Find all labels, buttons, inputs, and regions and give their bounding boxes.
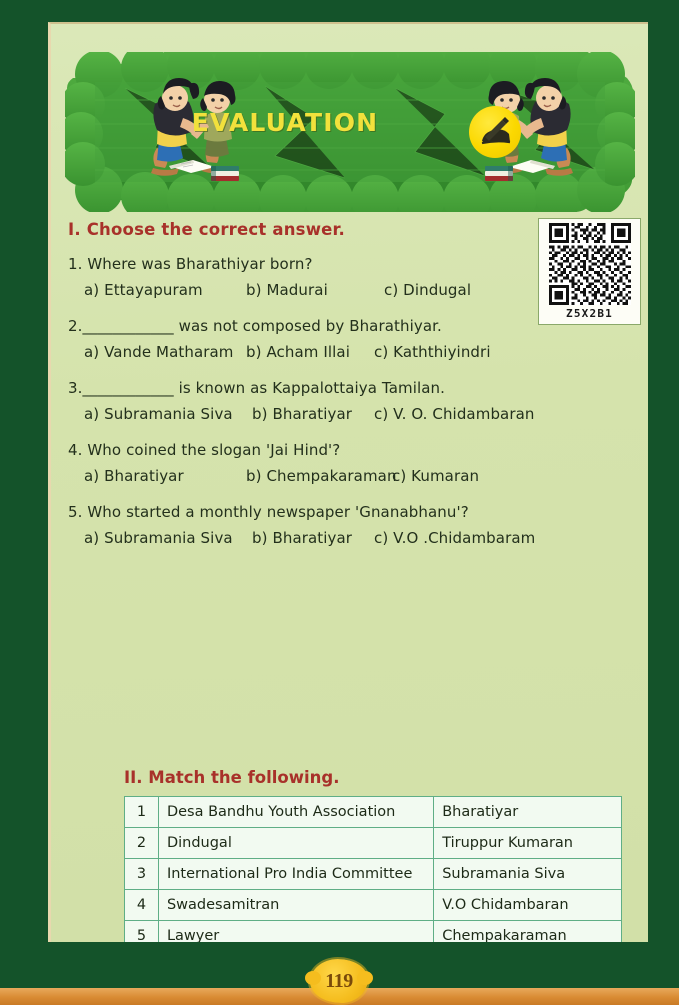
row-left-item[interactable]: Swadesamitran xyxy=(158,890,433,921)
hand-writing-pencil-icon xyxy=(476,113,514,151)
table-row[interactable] xyxy=(125,921,622,943)
row-left-item[interactable]: Dindugal xyxy=(158,828,433,859)
row-left-item[interactable]: International Pro India Committee xyxy=(158,859,433,890)
row-number: 5 xyxy=(125,921,159,943)
option-a[interactable]: a) Subramania Siva xyxy=(84,529,233,547)
question-options xyxy=(68,405,633,427)
option-a[interactable]: a) Vande Matharam xyxy=(84,343,234,361)
row-number: 4 xyxy=(125,890,159,921)
table-row[interactable] xyxy=(125,890,622,921)
evaluation-badge xyxy=(469,106,521,158)
row-left-item[interactable]: Desa Bandhu Youth Association xyxy=(158,797,433,828)
row-right-item[interactable]: Tiruppur Kumaran xyxy=(434,828,622,859)
question-options xyxy=(68,467,633,489)
banner-title: EVALUATION xyxy=(191,108,379,137)
page-sheet xyxy=(51,24,648,942)
qr-code-card[interactable] xyxy=(538,218,641,325)
option-c[interactable]: c) Kaththiyindri xyxy=(374,343,491,361)
section-2-block xyxy=(68,724,633,942)
evaluation-banner xyxy=(65,52,635,212)
option-a[interactable]: a) Ettayapuram xyxy=(84,281,203,299)
option-c[interactable]: c) Kumaran xyxy=(392,467,480,485)
option-b[interactable]: b) Acham Illai xyxy=(246,343,350,361)
option-a[interactable]: a) Subramania Siva xyxy=(84,405,233,423)
question-text: 3.____________ is known as Kappalottaiya Tamilan. xyxy=(68,379,446,397)
question-options xyxy=(68,343,633,365)
question-text: 2.____________ was not composed by Bharathiyar. xyxy=(68,317,442,335)
row-right-item[interactable]: Chempakaraman xyxy=(434,921,622,943)
row-right-item[interactable]: Bharatiyar xyxy=(434,797,622,828)
row-right-item[interactable]: Subramania Siva xyxy=(434,859,622,890)
row-left-item[interactable]: Lawyer xyxy=(158,921,433,943)
option-b[interactable]: b) Madurai xyxy=(246,281,328,299)
option-b[interactable]: b) Chempakaraman xyxy=(246,467,397,485)
option-a[interactable]: a) Bharatiyar xyxy=(84,467,184,485)
section-2-heading: II. Match the following. xyxy=(124,768,340,787)
table-row[interactable] xyxy=(125,797,622,828)
row-number: 1 xyxy=(125,797,159,828)
question-options xyxy=(68,529,633,551)
page-number: 119 xyxy=(325,969,353,992)
option-c[interactable]: c) V.O .Chidambaram xyxy=(374,529,536,547)
section-1-heading: I. Choose the correct answer. xyxy=(68,220,345,239)
table-row[interactable] xyxy=(125,859,622,890)
match-the-following-table xyxy=(124,796,622,942)
option-c[interactable]: c) V. O. Chidambaran xyxy=(374,405,535,423)
row-number: 3 xyxy=(125,859,159,890)
row-right-item[interactable]: V.O Chidambaran xyxy=(434,890,622,921)
qr-code-icon[interactable] xyxy=(543,223,637,305)
option-c[interactable]: c) Dindugal xyxy=(384,281,472,299)
table-row[interactable] xyxy=(125,828,622,859)
option-b[interactable]: b) Bharatiyar xyxy=(252,405,353,423)
page-number-badge xyxy=(310,959,368,1003)
question-text: 1. Where was Bharathiyar born? xyxy=(68,255,313,273)
qr-code-label: Z5X2B1 xyxy=(566,307,613,320)
question-text: 4. Who coined the slogan 'Jai Hind'? xyxy=(68,441,341,459)
question-text: 5. Who started a monthly newspaper 'Gnanabhanu'? xyxy=(68,503,469,521)
row-number: 2 xyxy=(125,828,159,859)
option-b[interactable]: b) Bharatiyar xyxy=(252,529,353,547)
